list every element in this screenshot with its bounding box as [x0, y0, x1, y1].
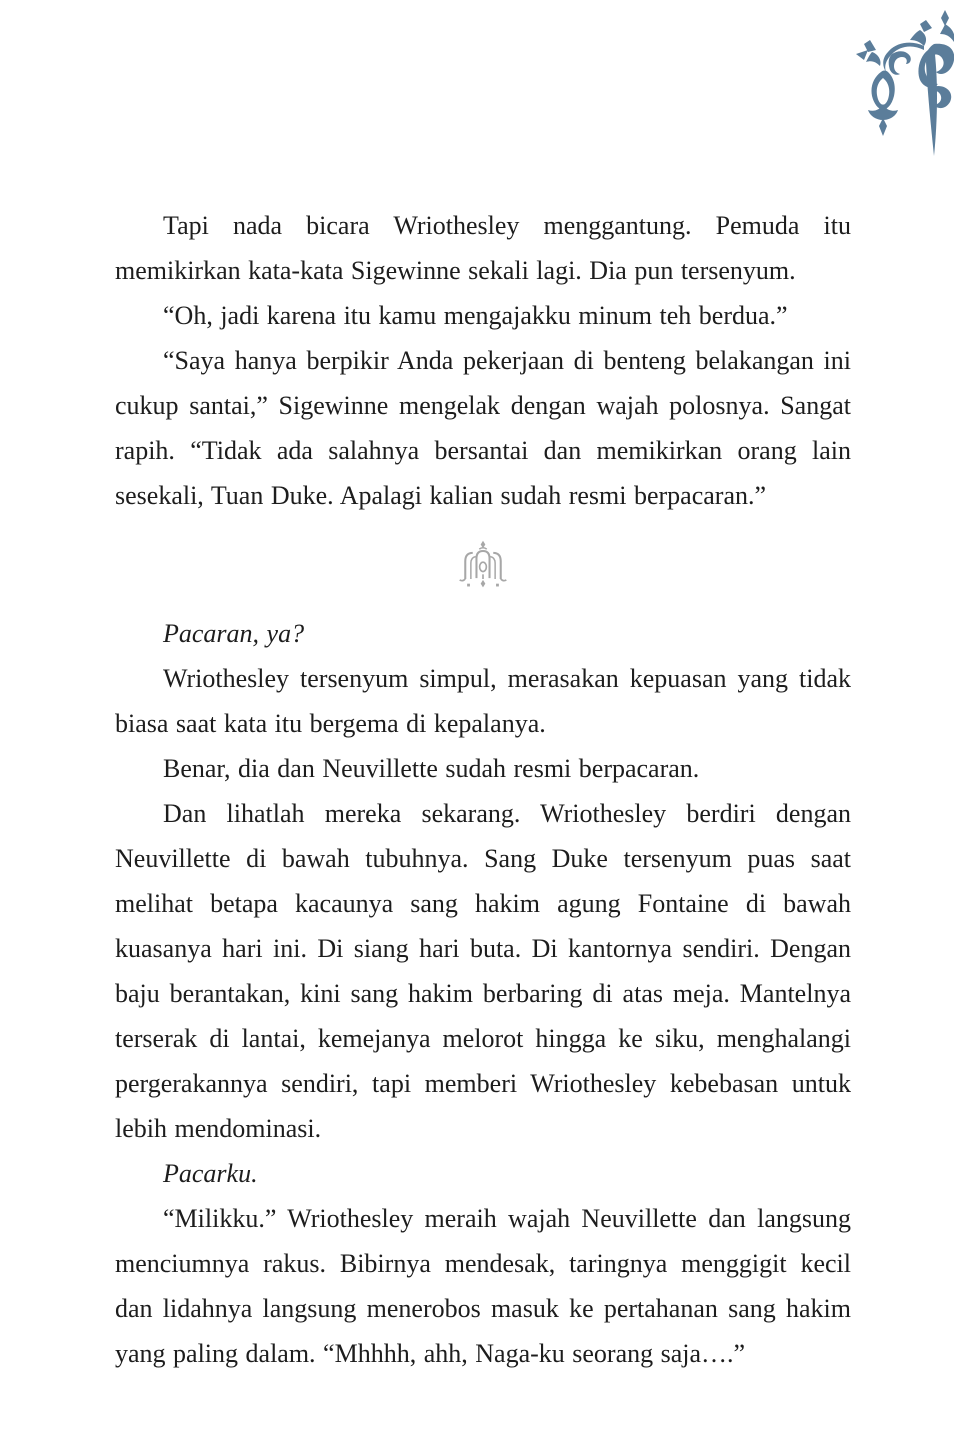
paragraph: Wriothesley tersenyum simpul, merasakan kepuasan yang tidak biasa saat kata itu bergema di kepalanya. — [115, 664, 851, 738]
paragraph-inner-thought: Pacaran, ya? — [163, 619, 305, 648]
paragraph: “Saya hanya berpikir Anda pekerjaan di benteng belakangan ini cukup santai,” Sigewinne mengelak dengan wajah polosnya. Sangat rapih. “Tidak ada salahnya bersantai dan memikirkan orang lain sesekali, Tuan Duke. Apalagi kalian sudah resmi berpacaran.” — [115, 346, 851, 510]
paragraph: “Milikku.” Wriothesley meraih wajah Neuvillette dan langsung menciumnya rakus. Bibirnya mendesak, taringnya menggigit kecil dan lidahnya langsung menerobos masuk ke pertahanan sang hakim yang paling dalam. “Mhhhh, ahh, Naga-ku seorang saja….” — [115, 1204, 851, 1368]
blue-flourish-icon — [848, 6, 954, 162]
paragraph: “Oh, jadi karena itu kamu mengajakku minum teh berdua.” — [163, 301, 788, 330]
paragraph-inner-thought: Pacarku. — [163, 1159, 258, 1188]
story-text — [115, 203, 851, 1376]
paragraph: Dan lihatlah mereka sekarang. Wriothesley berdiri dengan Neuvillette di bawah tubuhnya. Sang Duke tersenyum puas saat melihat betapa kacaunya sang hakim agung Fontaine di bawah kuasanya hari ini. Di siang hari buta. Di kantornya sendiri. Dengan baju berantakan, kini sang hakim berbaring di atas meja. Mantelnya terserak di lantai, kemejanya melorot hingga ke siku, menghalangi pergerakannya sendiri, tapi memberi Wriothesley kebebasan untuk lebih mendominasi. — [115, 799, 851, 1143]
paragraph: Benar, dia dan Neuvillette sudah resmi berpacaran. — [163, 754, 700, 783]
paragraph: Tapi nada bicara Wriothesley menggantung. Pemuda itu memikirkan kata-kata Sigewinne sekali lagi. Dia pun tersenyum. — [115, 211, 851, 285]
gray-crest-icon — [455, 538, 511, 592]
section-divider — [115, 537, 851, 593]
